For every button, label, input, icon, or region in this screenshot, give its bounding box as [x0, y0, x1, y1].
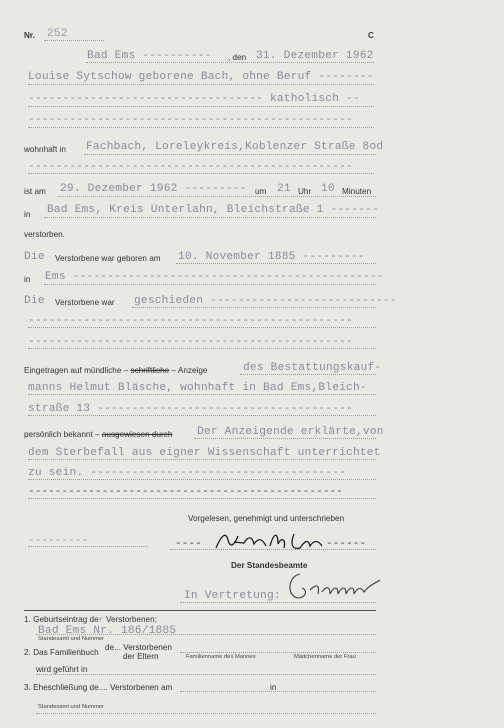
- line-27: [180, 691, 376, 692]
- line-25: [180, 652, 376, 653]
- birth-register-entry: Bad Ems Nr. 186/1885: [38, 625, 177, 637]
- um-label: um: [255, 187, 267, 196]
- signed-label: Vorgelesen, genehmigt und unterschrieben: [188, 514, 345, 523]
- record-number-label: Nr.: [24, 31, 35, 40]
- identity-label-part-1: persönlich bekannt –: [24, 430, 102, 439]
- dash-line-1: -----------------------------------------------: [28, 114, 353, 126]
- line-16: [28, 415, 376, 416]
- line-20: [28, 498, 376, 499]
- office-number-caption-1: Standesamt und Nummer: [38, 636, 105, 642]
- father-surname-caption: Familienname des Mannes: [186, 654, 256, 660]
- footer-2-cont: wird geführt in: [36, 665, 88, 674]
- line-4: [28, 127, 374, 128]
- dash-line-3: -----------------------------------------------: [28, 315, 353, 327]
- mother-maiden-caption: Mädchenname der Frau: [294, 654, 356, 660]
- residence-label: wohnhaft in: [24, 145, 66, 154]
- line-5: [84, 154, 376, 155]
- die-prefix-2: Die: [24, 295, 45, 307]
- date-value: 31. Dezember 1962: [256, 50, 374, 62]
- line-8: [44, 217, 376, 218]
- line-17: [194, 438, 376, 439]
- minuten-label: Minuten: [342, 187, 372, 196]
- residence-value: Fachbach, Loreleykreis,Koblenzer Straße 8od: [86, 141, 384, 153]
- line-11: [132, 307, 376, 308]
- line-12: [28, 327, 376, 328]
- in-label: in: [24, 210, 31, 219]
- footer-3-label: 3. Eheschließung de.... Verstorbenen am: [24, 683, 173, 692]
- dash-line-5: -----------------------------------------------: [28, 486, 343, 498]
- office-number-caption-2: Standesamt und Nummer: [38, 704, 105, 710]
- line-24: [36, 634, 376, 635]
- birth-date: 10. November 1885 ---------: [178, 251, 365, 263]
- registration-label-struck: schriftliche: [130, 366, 170, 375]
- line-3: [28, 106, 374, 107]
- informant-signature: [212, 526, 332, 556]
- line-28: [36, 713, 376, 714]
- line-14: [240, 374, 376, 375]
- identity-line-2: dem Sterbefall aus eigner Wissenschaft unterrichtet: [28, 447, 381, 459]
- line-7: [58, 196, 376, 197]
- line-1: [86, 62, 374, 63]
- die-prefix-1: Die: [24, 251, 45, 263]
- footer-1-label-b: Verstorbenen:: [103, 615, 157, 624]
- born-label: Verstorbene war geboren am: [55, 254, 161, 263]
- identity-label-struck: ausgewiesen durch: [101, 430, 173, 439]
- registrar-signature: [282, 566, 392, 606]
- death-hour: 21: [277, 183, 291, 195]
- in-label-2: in: [24, 275, 31, 284]
- den-label: , den: [228, 53, 247, 62]
- footer-2-de: de... Verstorbenen: [105, 643, 172, 652]
- informant-line-3: straße 13 -------------------------------------: [28, 403, 353, 415]
- line-10: [44, 284, 376, 285]
- religion-line: ---------------------------------- katholisch --: [28, 93, 360, 105]
- identity-line-3: zu sein. -------------------------------------: [28, 467, 347, 479]
- line-22: [170, 549, 376, 550]
- line-15: [28, 394, 376, 395]
- registration-label-part-1: Eingetragen auf mündliche –: [24, 366, 131, 375]
- died-on-label: ist am: [24, 187, 46, 196]
- footer-1-label: [24, 615, 157, 625]
- line-26: [36, 674, 376, 675]
- identity-line-1: Der Anzeigende erklärte,von: [197, 426, 384, 438]
- registration-label: [24, 366, 207, 375]
- record-number: 252: [47, 28, 68, 40]
- uhr-label: Uhr: [298, 187, 312, 196]
- parents-label: der Eltern: [123, 652, 159, 661]
- dash-line-4: -----------------------------------------------: [28, 336, 353, 348]
- line-9: [176, 263, 376, 264]
- status-label: Verstorbene war: [55, 298, 115, 307]
- informant-line-2: manns Helmut Bläsche, wohnhaft in Bad Ems,Bleich-: [28, 382, 367, 394]
- death-minute: 10: [321, 183, 335, 195]
- place-value: Bad Ems ----------: [87, 50, 212, 62]
- footer-2-label: 2. Das Familienbuch: [24, 648, 99, 657]
- dash-short: ---------: [28, 535, 89, 547]
- death-date: 29. Dezember 1962 ---------: [60, 183, 247, 195]
- death-place: Bad Ems, Kreis Unterlahn, Bleichstraße 1 -------: [47, 204, 379, 216]
- declarant-name: Louise Sytschow geborene Bach, ohne Beruf --------: [28, 71, 374, 83]
- birth-place: Ems ---------------------------------------------: [45, 271, 384, 283]
- line-21: [28, 546, 148, 547]
- sig-dashes-right: ------: [326, 538, 367, 550]
- verstorben-label: verstorben.: [24, 230, 65, 239]
- line-6: [28, 173, 374, 174]
- register-letter: C: [368, 31, 374, 40]
- marital-status: geschieden ---------------------------: [134, 295, 397, 307]
- identity-label: [24, 430, 172, 439]
- sig-dashes-left: ----: [175, 538, 202, 550]
- registrar-label: Der Standesbeamte: [231, 561, 308, 570]
- deputy-label: In Vertretung:: [184, 590, 281, 602]
- line-19: [28, 479, 376, 480]
- footer-3-in: in: [270, 683, 277, 692]
- informant-line-1: des Bestattungskauf-: [243, 362, 382, 374]
- dash-line-2: -----------------------------------------------: [28, 161, 353, 173]
- line-18: [28, 459, 376, 460]
- footer-1-label-a: 1. Geburtseintrag de: [24, 615, 99, 624]
- record-number-line: [44, 40, 104, 41]
- line-2: [28, 84, 374, 85]
- line-23: [180, 602, 376, 603]
- footer-divider: [24, 610, 376, 611]
- line-13: [28, 348, 376, 349]
- footer-1-der-suffix: r: [98, 616, 104, 625]
- registration-label-part-2: – Anzeige: [169, 366, 208, 375]
